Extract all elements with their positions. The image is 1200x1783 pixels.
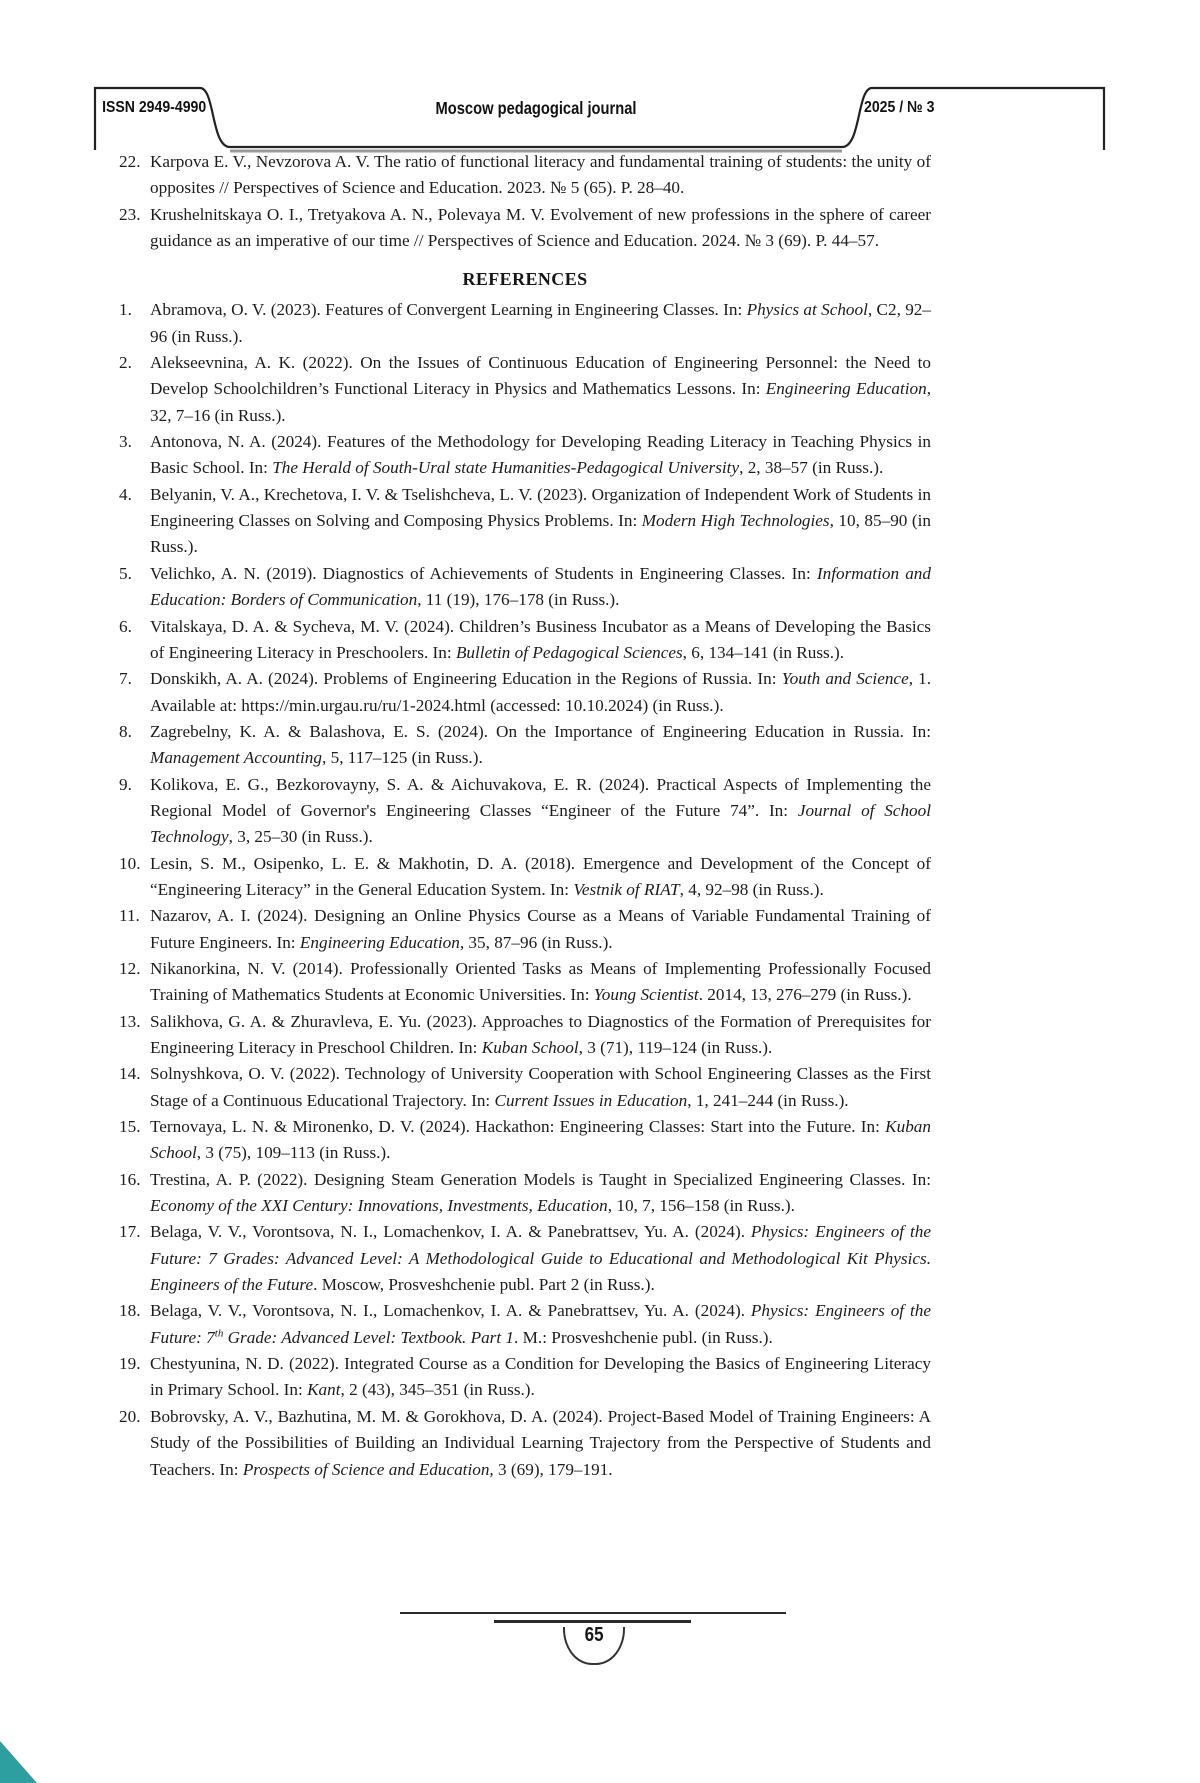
reference-number: 4. xyxy=(119,484,132,504)
reference-item xyxy=(119,1298,931,1351)
reference-item xyxy=(119,1351,931,1404)
reference-item xyxy=(119,956,931,1009)
reference-number: 2. xyxy=(119,353,132,373)
reference-number: 11. xyxy=(119,906,140,926)
reference-number: 8. xyxy=(119,721,132,741)
reference-item xyxy=(119,561,931,614)
reference-text: Belaga, V. V., Vorontsova, N. I., Lomachenkov, I. A. & Panebrattsev, Yu. A. (2024). Physics: Engineers of the Future: 7th Grade: Advanced Level: Textbook. Part 1. M.: Prosveshchenie publ. (in Russ.). xyxy=(150,1301,931,1347)
bibliography-list xyxy=(119,149,931,254)
footer-rule-long xyxy=(400,1612,786,1614)
page-number-arc xyxy=(563,1624,625,1665)
reference-text: Vitalskaya, D. A. & Sycheva, M. V. (2024). Children’s Business Incubator as a Means of Developing the Basics of Engineering Literacy in Preschoolers. In: Bulletin of Pedagogical Sciences, 6, 134–141 (in Russ.). xyxy=(150,616,931,662)
reference-text: Bobrovsky, A. V., Bazhutina, M. M. & Gorokhova, D. A. (2024). Project-Based Model of Training Engineers: A Study of the Possibilities of Building an Individual Learning Trajectory from the Perspective of Students and Teachers. In: Prospects of Science and Education, 3 (69), 179–191. xyxy=(150,1406,931,1479)
journal-title: Moscow pedagogical journal xyxy=(435,98,637,118)
reference-item xyxy=(119,719,931,772)
reference-item xyxy=(119,1167,931,1220)
reference-number: 22. xyxy=(119,152,141,171)
reference-number: 5. xyxy=(119,563,132,583)
reference-item xyxy=(119,1219,931,1298)
reference-number: 16. xyxy=(119,1169,141,1189)
reference-item xyxy=(119,1114,931,1167)
reference-text: Trestina, A. P. (2022). Designing Steam Generation Models is Taught in Specialized Engineering Classes. In: Economy of the XXI Century: Innovations, Investments, Education, 10, 7, 156–158 (in Russ.). xyxy=(150,1169,931,1216)
reference-text: Nikanorkina, N. V. (2014). Professionally Oriented Tasks as Means of Implementing Professionally Focused Training of Mathematics Students at Economic Universities. In: Young Scientist. 2014, 13, 276–279 (in Russ.). xyxy=(150,958,931,1005)
reference-number: 10. xyxy=(119,853,141,873)
reference-item xyxy=(119,772,931,851)
corner-accent-triangle xyxy=(0,1741,37,1783)
reference-number: 19. xyxy=(119,1354,141,1374)
issn-label: ISSN 2949-4990 xyxy=(102,99,207,116)
page-content xyxy=(119,149,931,1483)
reference-item xyxy=(119,350,931,429)
reference-text: Abramova, O. V. (2023). Features of Convergent Learning in Engineering Classes. In: Physics at School, C2, 92–96 (in Russ.). xyxy=(150,300,931,346)
reference-item xyxy=(119,429,931,482)
reference-item xyxy=(119,851,931,904)
reference-item xyxy=(119,666,931,719)
reference-text: Velichko, A. N. (2019). Diagnostics of Achievements of Students in Engineering Classes. In: Information and Education: Borders of Communication, 11 (19), 176–178 (in Russ.). xyxy=(150,563,931,610)
reference-text: Krushelnitskaya O. I., Tretyakova A. N., Polevaya M. V. Evolvement of new professions in the sphere of career guidance as an imperative of our time // Perspectives of Science and Education. 2024. № 3 (69). P. 44–57. xyxy=(150,204,931,251)
reference-text: Kolikova, E. G., Bezkorovayny, S. A. & Aichuvakova, E. R. (2024). Practical Aspects of Implementing the Regional Model of Governor's Engineering Classes “Engineer of the Future 74”. In: Journal of School Technology, 3, 25–30 (in Russ.). xyxy=(150,774,931,847)
reference-item xyxy=(119,149,931,202)
reference-text: Nazarov, A. I. (2024). Designing an Online Physics Course as a Means of Variable Fundamental Training of Future Engineers. In: Engineering Education, 35, 87–96 (in Russ.). xyxy=(150,906,931,952)
reference-text: Zagrebelny, K. A. & Balashova, E. S. (2024). On the Importance of Engineering Education in Russia. In: Management Accounting, 5, 117–125 (in Russ.). xyxy=(150,721,931,768)
reference-number: 6. xyxy=(119,616,132,636)
reference-text: Alekseevnina, A. K. (2022). On the Issues of Continuous Education of Engineering Personnel: the Need to Develop Schoolchildren’s Functional Literacy in Physics and Mathematics Lessons. In: Engineering Education, 32, 7–16 (in Russ.). xyxy=(150,353,931,425)
reference-text: Lesin, S. M., Osipenko, L. E. & Makhotin, D. A. (2018). Emergence and Development of the Concept of “Engineering Literacy” in the General Education System. In: Vestnik of RIAT, 4, 92–98 (in Russ.). xyxy=(150,853,931,899)
reference-text: Salikhova, G. A. & Zhuravleva, E. Yu. (2023). Approaches to Diagnostics of the Formation of Prerequisites for Engineering Literacy in Preschool Children. In: Kuban School, 3 (71), 119–124 (in Russ.). xyxy=(150,1011,931,1057)
reference-text: Antonova, N. A. (2024). Features of the Methodology for Developing Reading Literacy in Teaching Physics in Basic School. In: The Herald of South-Ural state Humanities-Pedagogical University, 2, 38–57 (in Russ.). xyxy=(150,432,931,478)
reference-text: Ternovaya, L. N. & Mironenko, D. V. (2024). Hackathon: Engineering Classes: Start into the Future. In: Kuban School, 3 (75), 109–113 (in Russ.). xyxy=(150,1117,931,1163)
footer-rule-short xyxy=(494,1620,691,1623)
reference-text: Chestyunina, N. D. (2022). Integrated Course as a Condition for Developing the Basics of Engineering Literacy in Primary School. In: Kant, 2 (43), 345–351 (in Russ.). xyxy=(150,1354,931,1400)
references-list xyxy=(119,297,931,1482)
reference-text: Belaga, V. V., Vorontsova, N. I., Lomachenkov, I. A. & Panebrattsev, Yu. A. (2024). Physics: Engineers of the Future: 7 Grades: Advanced Level: A Methodological Guide to Educational and Methodological Kit Physics. Engineers of the Future. Moscow, Prosveshchenie publ. Part 2 (in Russ.). xyxy=(150,1222,931,1295)
reference-number: 3. xyxy=(119,432,132,452)
reference-number: 14. xyxy=(119,1064,141,1084)
reference-number: 9. xyxy=(119,774,132,794)
reference-number: 7. xyxy=(119,669,132,689)
reference-number: 23. xyxy=(119,204,141,224)
reference-text: Karpova E. V., Nevzorova A. V. The ratio of functional literacy and fundamental training of students: the unity of opposites // Perspectives of Science and Education. 2023. № 5 (65). P. 28–40. xyxy=(150,152,931,198)
reference-item xyxy=(119,202,931,255)
reference-number: 17. xyxy=(119,1222,141,1242)
reference-item xyxy=(119,1061,931,1114)
reference-text: Belyanin, V. A., Krechetova, I. V. & Tselishcheva, L. V. (2023). Organization of Independent Work of Students in Engineering Classes on Solving and Composing Physics Problems. In: Modern High Technologies, 10, 85–90 (in Russ.). xyxy=(150,484,931,557)
reference-text: Solnyshkova, O. V. (2022). Technology of University Cooperation with School Engineering Classes as the First Stage of a Continuous Educational Trajectory. In: Current Issues in Education, 1, 241–244 (in Russ.). xyxy=(150,1064,931,1110)
reference-item xyxy=(119,903,931,956)
references-heading: REFERENCES xyxy=(462,269,588,290)
reference-item xyxy=(119,614,931,667)
issue-label: 2025 / № 3 xyxy=(864,99,935,116)
reference-item xyxy=(119,1009,931,1062)
reference-item xyxy=(119,482,931,561)
page-number: 65 xyxy=(584,1624,604,1646)
reference-number: 13. xyxy=(119,1011,141,1031)
reference-number: 18. xyxy=(119,1301,141,1321)
reference-number: 15. xyxy=(119,1117,141,1137)
reference-number: 12. xyxy=(119,958,141,978)
header-rule xyxy=(93,84,1107,158)
reference-item xyxy=(119,297,931,350)
reference-text: Donskikh, A. A. (2024). Problems of Engineering Education in the Regions of Russia. In: Youth and Science, 1. Available at: https://min.urgau.ru/ru/1-2024.html (accessed: 10.10.2024) (in Russ.). xyxy=(150,669,932,715)
reference-item xyxy=(119,1404,931,1483)
reference-number: 1. xyxy=(119,300,132,320)
reference-number: 20. xyxy=(119,1406,141,1426)
